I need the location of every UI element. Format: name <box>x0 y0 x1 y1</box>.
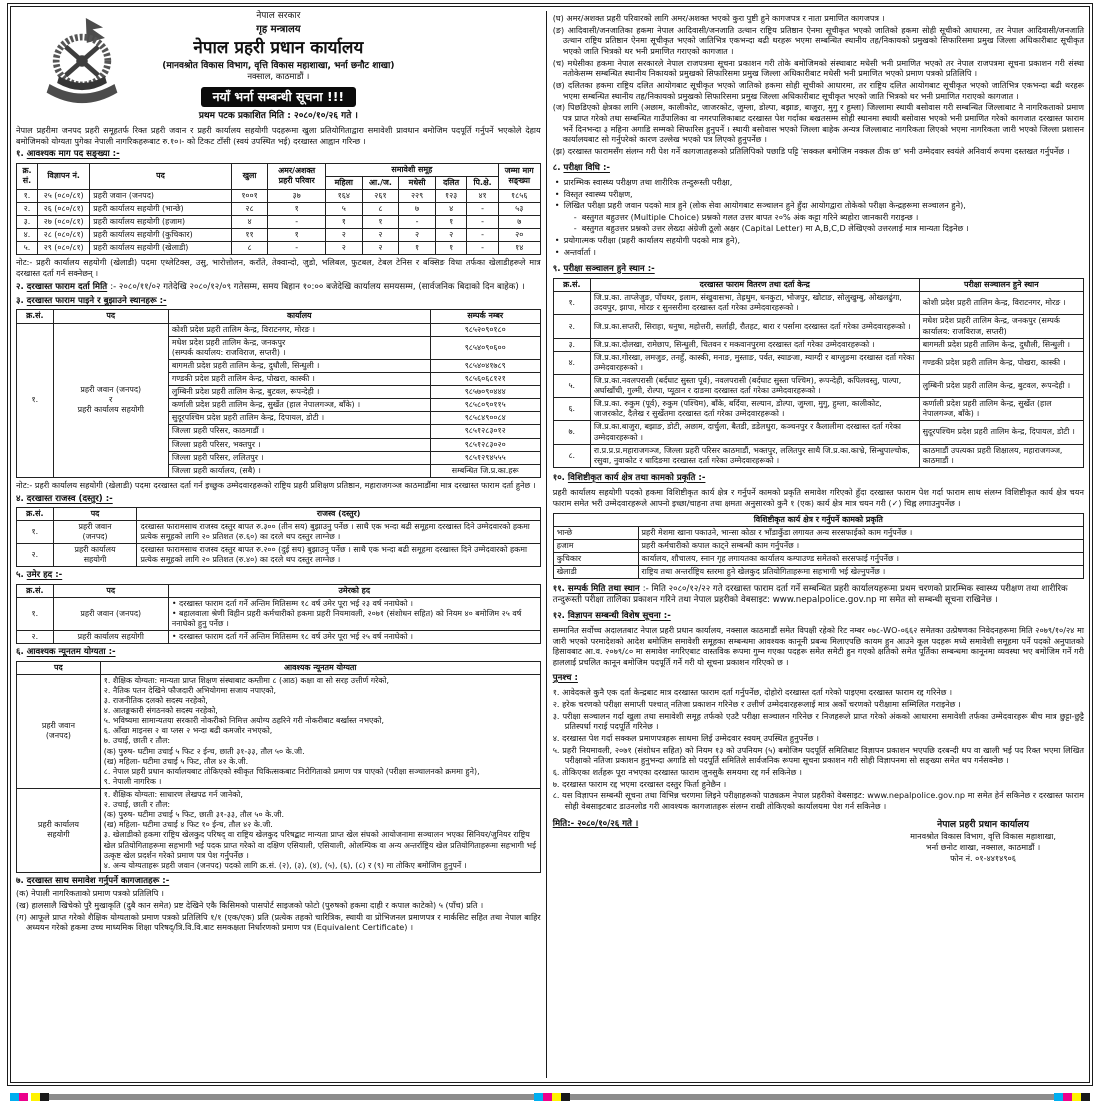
documents-list-right: (घ) अमर/अशक्त प्रहरी परिवारको लागि अमर/अशक्त भएको कुरा पुष्टी हुने कागजपत्र र नाता प्रमाणित कागजपत्र । (ङ) आदिवासी/जनजातिका हकमा नेपाल आदिवासी/जनजाति उत्थान राष्ट्रिय प्रतिष्ठान ऐनमा सूचीकृत भएको जातिको हकमा सोही सूचीको आधारमा, तर नेपाल आदिवासी/जनजाति उत्थान राष्ट्रिय प्रतिष्ठान ऐनमा सूचीकृत भएको जातिभित्र एकभन्दा बढी थरहरू भएमा सम्बन्धित स्थानीय तह/निकायको प्रमुखको सिफारिसमा प्रमुख जिल्ला अधिकारीबाट सूचीकृत भएको जाति भित्रको थर भनी प्रमाणित गराएको कागजात । (च) मधेसीका हकमा नेपाल सरकारले नेपाल राजपत्रमा सूचना प्रकाशन गरी तोके बमोजिमको संस्थाबाट मधेसी भनी प्रमाणित भएको तर नेपाल राजपत्रमा सूचना प्रकाशन गरी संस्था नतोकेसम्म सम्बन्धित स्थानीय निकायको प्रमुखको सिफारिसमा प्रमुख जिल्ला अधिकारीबाट मधेसी भनी प्रमाणित भएको प्रमाण पत्रको प्रतिलिपि । (छ) दलितका हकमा राष्ट्रिय दलित आयोगबाट सूचीकृत भएको जातिको हकमा सोही सूचीको आधारमा, तर राष्ट्रिय दलित आयोगबाट सूचीकृत भएको जातिभित्र एकभन्दा बढी थरहरू भएमा सम्बन्धित स्थानीय तह/निकायको प्रमुखको सिफारिसमा प्रमुख जिल्ला अधिकारीबाट सूचीकृत भएको जाति भित्रको थर भनी प्रमाणित गराएको कागजात । (ज) पिछडिएको क्षेत्रका लागि (अछाम, कालीकोट, जाजरकोट, जुम्ला, डोल्पा, बझाङ, बाजुरा, मुगु र हुम्ला) जिल्लामा स्थायी बसोवास गरी सम्बन्धित जिल्लाबाट नै नागरिकताको प्रमाण पत्र प्राप्त गरेको तथा सम्बन्धित गाउँपालिका वा नगरपालिकाबाट दरखास्त पेश गर्दाका बखतसम्म सोही स्थानमा स्थायी बसोवास भएको भनी प्रमाणित गरेको कागजात दरखास्त फाराम भर्ने दिनभन्दा ३ महिना अगाडि सम्मको सिफारिस हुनुपर्ने । स्थायी बसोवास भएको जिल्ला बाहेक अन्यत्र जिल्लाबाट नागरिकता लिएको भएमा नागरिकता जारी भएको जिल्ला प्रशासन कार्यालयबाट सो गर्नुपरेको कारण उल्लेख भएको पत्र लिएको हुनुपर्नेछ । (झ) दरखास्त फारामसँग संलग्न गरी पेश गर्ने कागजातहरूको प्रतिलिपिको पछाडि पट्टि 'सक्कल बमोजिम नक्कल ठीक छ' भनी उम्मेदवार स्वयंले अनिवार्य रूपमा दस्तखत गर्नुपर्नेछ । <box>552 13 1084 157</box>
signature-dept: मानवश्रोत विकास विभाग, वृत्ति विकास महाशाखा, <box>910 830 1056 841</box>
work-nature-table: विशिष्टीकृत कार्य क्षेत्र र गर्नुपर्ने कामको प्रकृति भान्छे प्रहरी मेशमा खाना पकाउने, भान्सा कोठा र भाँडाकुँडा लगायत अन्य सरसफाईको काम गर्नुपर्नेछ । हजाम प्रहरी कर्मचारीको कपाल काट्ने सम्बन्धी काम गर्नुपर्नेछ । कुचिकार कार्यालय, शौचालय, स्नान गृह लगायतका कार्यालय कम्पाउण्ड समेतको सरसफाई गर्नुपर्नेछ । खेलाडी राष्ट्रिय तथा अन्तर्राष्ट्रिय स्तरमा हुने खेलकुद प्रतियोगिताहरूमा सहभागी भई खेल्नुपर्नेछ । <box>553 513 1084 580</box>
cyan-swatch <box>10 1093 19 1101</box>
yellow-swatch <box>31 1093 40 1101</box>
demand-positions-table: क्र. सं. विज्ञापन नं. पद खुला अमर/अशक्त प्रहरी परिवार समावेशी समूह जम्मा माग सङ्ख्या महिला आ./ज. मधेसी दलित पि.क्षे. १. २५ (०८०/८१) प्रहरी जवान (जनपद) १००१ ३७ १६४ २६१ २२९ १२३ ४१ १८५६ २. २६ (०८०/८१) प्रहरी कार्यालय सहयोगी (भान्छे) २८ १ ५ ८ ७ ४ - ५३ ३. २७ (०८०/८१) प्रहरी कार्यालय सहयोगी (हजाम) ४ - १ १ - १ - ७ ४. २८ (०८०/८१) प्रहरी कार्यालय सहयोगी (कुचिकार) ११ १ २ २ २ २ - २० ५. २९ (०८०/८१) प्रहरी कार्यालय सहयोगी (खेलाडी) ८ - २ २ १ १ - १४ <box>16 163 541 256</box>
ministry-line: गृह मन्त्रालय <box>256 23 301 35</box>
postscript-list: १. आवेदकले कुनै एक दर्ता केन्द्रबाट मात्र दरखास्त फाराम दर्ता गर्नुपर्नेछ, दोहोरो दरखास्त दर्ता गरेको पाइएमा दरखास्त फाराम रद्द गरिनेछ । २. हरेक चरणको परीक्षा समाप्ती पश्चात् नतिजा प्रकाशन गरिनेछ र उत्तीर्ण उम्मेदवारहरूलाई मात्र अर्को चरणको परीक्षामा सम्मिलित गराइनेछ । ३. परीक्षा सञ्चालन गर्दा खुला तथा समावेशी समूह तर्फको एउटै परीक्षा सञ्चालन गरिनेछ र निजहरूले प्राप्त गरेको अंकको आधारमा समावेशी तर्फका उम्मेदवारहरू बीच मात्र छुट्टा-छुट्टै प्रतिस्पर्धा गराई पदपूर्ति गरिनेछ । ४. दरखास्त पेश गर्दा सक्कल प्रमाणपत्रहरू साथमा लिई उम्मेदवार स्वयम् उपस्थित हुनुपर्नेछ । ५. प्रहरी नियमावली, २०७१ (संशोधन सहित) को नियम १३ को उपनियम (५) बमोजिम पदपूर्ति समितिबाट विज्ञापन प्रकाशन भएपछि दरबन्दी थप वा खाली भई पद रिक्त भएमा लिखित परीक्षाको नतिजा प्रकाशन हुनुभन्दा अगाडि सो पदपूर्ति समितिले सार्वजनिक रूपमा सूचना प्रकाशन गरी सोही विज्ञापनमा सो सङ्ख्या समेत थप गर्नसक्नेछ । ६. तोकिएका शर्तहरू पूरा नभएका दरखास्त फाराम जुनसुकै समयमा रद्द गर्न सकिनेछ । ७. दरखास्त फाराम रद्द भएमा दरखास्त दस्तुर फिर्ता हुनेछैन । ८. यस विज्ञापन सम्बन्धी सूचना तथा विभिन्न चरणमा लिइने परीक्षाहरूको पाठ्यक्रम नेपाल प्रहरीको वेबसाइट: www.nepalpolice.gov.np मा समेत हेर्न सकिनेछ र दरखास्त फाराम सोही वेबसाइटबाट डाउनलोड गरी आवश्यक कागजातहरू संलग्न राखी तोकिएको कार्यालयमा पेश गर्न सकिनेछ । <box>552 687 1084 811</box>
section-5-heading: ५. उमेर हद :- <box>16 570 63 581</box>
publish-date: प्रथम पटक प्रकाशित मिति : २०८०/१०/२६ गते । <box>198 111 358 122</box>
section-1-heading: १. आवश्यक माग पद सङ्ख्या :- <box>16 149 120 160</box>
section-4-heading: ४. दरखास्त राजस्व (दस्तुर) :- <box>16 493 113 504</box>
gray-bar-segment <box>49 1094 534 1100</box>
fee-table: क्र.सं. पद राजस्व (दस्तुर) १. प्रहरी जवान (जनपद) दरखास्त फारामसाथ राजस्व दस्तुर बापत रु.३०० (तीन सय) बुझाउनु पर्नेछ । साथै एक भन्दा बढी समूहमा दरखास्त दिने उम्मेदवारको हकमा प्रत्येक समूहको लागि २० प्रतिशत (रु.६०) का दरले थप दस्तुर लाग्नेछ । २. प्रहरी कार्यालय सहयोगी दरखास्त फारामसाथ राजस्व दस्तुर बापत रु.२०० (दुई सय) बुझाउनु पर्नेछ । साथै एक भन्दा बढी समूहमा दरखास्त दिने उम्मेदवारको हकमा प्रत्येक समूहको लागि २० प्रतिशत (रु.४०) का दरले थप दस्तुर लाग्नेछ । <box>16 507 541 568</box>
yellow-swatch <box>1072 1093 1081 1101</box>
documents-list-left: (क) नेपाली नागरिकताको प्रमाण पत्रको प्रतिलिपि । (ख) हालसालै खिचेको पुरै मुखाकृति (दुबै कान समेत) प्रष्ट देखिने एकै किसिमको पासपोर्ट साइजको फोटो (पुरुषको हकमा दाही र कपाल काटेको) ५ (पाँच) प्रति । (ग) आफूले प्राप्त गरेको शैक्षिक योग्यताको प्रमाण पत्रको प्रतिलिपि १/१ (एक/एक) प्रति (प्रत्येक तहको चारित्रिक, स्थायी वा प्रोभिजनल प्रमाणपत्र र मार्कसिट सहित तथा नेपाल बाहिर अध्ययन गरेको हकमा उच्च माध्यमिक शिक्षा परिषद्/त्रि.वि.वि.बाट समकक्षता निर्धारणको प्रमाण पत्र (Equivalent Certificate) । <box>16 888 541 933</box>
section-12-heading: १२. विज्ञापन सम्बन्धी विशेष सूचना :- <box>552 610 671 621</box>
signature-branch: भर्ना छनोट शाखा, नक्साल, काठमाडौं । <box>925 841 1041 852</box>
left-column <box>16 11 546 1078</box>
magenta-swatch <box>1063 1093 1072 1101</box>
exam-methods-list: • प्रारम्भिक स्वास्थ्य परीक्षण तथा शारीरिक तन्दुरूस्ती परीक्षा, • विस्तृत स्वास्थ्य परीक्षण, • लिखित परीक्षा प्रहरी जवान पदको मात्र हुने (लोक सेवा आयोगबाट सञ्चालन हुने हुँदा आयोगद्वारा तोकेको परीक्षा केन्द्रहरूमा सञ्चालन हुने), - बस्तुगत बहुउत्तर (Multiple Choice) प्रश्नको गलत उत्तर बापत २०% अंक कट्टा गरिने ब्यहोरा जानकारी गराइन्छ । - बस्तुगत बहुउत्तर प्रश्नको उत्तर लेख्दा अंग्रेजी ठूलो अक्षर (Capital Letter) मा A,B,C,D लेखिएको उत्तरलाई मात्र मान्यता दिइनेछ । • प्रयोगात्मक परीक्षा (प्रहरी कार्यालय सहयोगी पदको मात्र हुने), • अन्तर्वार्ता । <box>553 176 1084 259</box>
footer-row <box>553 819 1084 864</box>
intro-paragraph: नेपाल प्रहरीमा जनपद प्रहरी समूहतर्फ रिक्त प्रहरी जवान र प्रहरी कार्यालय सहयोगी पदहरूमा खुला प्रतियोगिताद्वारा समावेशी प्रावधान बमोजिम पदपूर्ति गर्नुपर्ने भएकोले देहाय बमोजिमको योग्यता पुगेका नेपाली नागरिकहरूबाट रु.१०।- को टिकट टाँसी (स्वयं उपस्थित भई) दरखास्त आह्वान गरिन्छ । <box>16 124 541 146</box>
postscript-heading: पुनश्च : <box>552 672 578 683</box>
nepal-police-emblem-icon <box>34 17 130 105</box>
yellow-swatch <box>552 1093 561 1101</box>
section-8-heading: ८. परीक्षा विधि :- <box>552 162 610 173</box>
section-7-heading: ७. दरखास्त साथ समावेश गर्नुपर्ने कागजातहरू :- <box>16 875 170 886</box>
section-3-heading: ३. दरखास्त फाराम पाइने र बुझाउने स्थानहरू :- <box>16 296 167 307</box>
right-column <box>546 11 1084 1078</box>
section-6-heading: ६. आवश्यक न्यूनतम योग्यता :- <box>16 647 116 658</box>
document-header <box>16 11 541 109</box>
note-after-places: नोट:- प्रहरी कार्यालय सहयोगी (खेलाडी) पदमा दरखास्त दर्ता गर्न इच्छुक उम्मेदवारहरूको राष्ट्रिय प्रहरी प्रशिक्षण प्रतिष्ठान, महाराजगञ्ज काठमाडौंमा मात्र दरखास्त फाराम दर्ता हुनेछ । <box>16 479 536 490</box>
signature-office: नेपाल प्रहरी प्रधान कार्यालय <box>937 818 1029 830</box>
cyan-swatch <box>534 1093 543 1101</box>
section-10-body: प्रहरी कार्यालय सहयोगी पदको हकमा विशिष्टीकृत कार्य क्षेत्र र गर्नुपर्ने कामको प्रकृति समावेश गरिएको हुँदा दरखास्त फाराम पेश गर्दा फाराम साथ संलग्न विशिष्टीकृत कार्य क्षेत्र चयन फाराम समेत भरी उम्मेदवारहरूले आफ्नो इच्छा/चाहना तथा क्षमता अनुसारको कुनै १ (एक) कार्य क्षेत्र मात्र चयन गरी (✓) चिह्न लगाउनुपर्नेछ । <box>552 487 1084 508</box>
black-swatch <box>40 1093 49 1101</box>
notice-badge: नयाँ भर्ना सम्बन्धी सूचना !!! <box>201 87 357 108</box>
form-distribution-table: क्र.सं. पद कार्यालय सम्पर्क नम्बर १. प्रहरी जवान (जनपद) र प्रहरी कार्यालय सहयोगी कोशी प्रदेश प्रहरी तालिम केन्द्र, विराटनगर, मोरङ । ९८५२०९०१८० मधेश प्रदेश प्रहरी तालिम केन्द्र, जनकपुर (सम्पर्क कार्यालय: राजविराज, सप्तरी) । ९८५४०९०६०० बागमती प्रदेश प्रहरी तालिम केन्द्र, दुधौली, सिन्धुली । ९८५४०४१७८९ गण्डकी प्रदेश प्रहरी तालिम केन्द्र, पोखरा, कास्की । ९८५६०६८१२१ लुम्बिनी प्रदेश प्रहरी तालिम केन्द्र, बुटवल, रूपन्देही । ९८५७०९०४४४ कर्णाली प्रदेश प्रहरी तालिम केन्द्र, सुर्खेत (हाल नेपालगञ्ज, बाँके) । ९८५८०९०११५ सुदूरपश्चिम प्रदेश प्रहरी तालिम केन्द्र, दिपायल, डोटी । ९८५८४९००८४ जिल्ला प्रहरी परिसर, काठमाडौं । ९८५१२८३०१२ जिल्ला प्रहरी परिसर, भक्तपुर । ९८५१२८३०२० जिल्ला प्रहरी परिसर, ललितपुर । ९८५१२९४५५५ जिल्ला प्रहरी कार्यालय, (सबै) । सम्बन्धित जि.प्र.का.हरू <box>16 309 541 477</box>
magenta-swatch <box>543 1093 552 1101</box>
signature-phone: फोन नं. ०१-४४१४९०६ <box>950 852 1016 863</box>
section-12-body: सम्मानित सर्वोच्च अदालतबाट नेपाल प्रहरी प्रधान कार्यालय, नक्साल काठमाडौं समेत विपक्षी रहेको रिट नम्बर ०७८-WO-०६६२ समेतका उत्प्रेषणका निवेदनहरूमा मिति २०७९/१०/२४ मा जारी भएको परमादेशको आदेश बमोजिम समावेशी समूहका सम्बन्धमा आवश्यक कानूनी प्रबन्ध मिलाएपछि कायम हुन आउने कूल पदहरू मध्ये समावेशी समूहमा पर्ने पदको अनुपातको हिसावबाट आ.व. २०७९/८० मा समावेश नगरिएबाट वास्तविक रूपमा गुम्न गएका पदहरू समेत समेटी हुन गएको क्षतिको समेत पूर्तिका सम्बन्धमा कानूनमा व्यवस्था भए बमोजिम गर्ने गरी हाललाई प्रचलित कानून बमोजिम पदपूर्ति गर्ने गरी यो सूचना प्रकाशन गरिएको छ । <box>552 625 1084 668</box>
government-line: नेपाल सरकार <box>256 11 301 21</box>
notice-date: मिति:- २०८०/१०/२६ गते । <box>552 818 639 829</box>
magenta-swatch <box>19 1093 28 1101</box>
section-9-heading: ९. परीक्षा सञ्चालन हुने स्थान :- <box>552 263 655 274</box>
section-10-heading: १०. विशिष्टीकृत कार्य क्षेत्र तथा कामको प्रकृति :- <box>552 472 706 483</box>
address-line: नक्साल, काठमाडौं । <box>247 72 310 83</box>
document-border-frame <box>10 6 1090 1083</box>
section-11-heading: ११. सम्पर्क मिति तथा स्थान :- मिति २०८०/१२/२२ गते दरखास्त फाराम दर्ता गर्ने सम्बन्धित प्रहरी कार्यालयहरूमा प्रथम चरणको प्रारम्भिक स्वास्थ्य परीक्षण तथा शारीरिक तन्दुरूस्ती परीक्षा तालिका प्रकाशन गरिने तथा नेपाल प्रहरीको वेबसाइट: www.nepalpolice.gov.np मा समेत सो सम्बन्धी सूचना राखिनेछ । <box>552 584 1068 606</box>
black-swatch <box>1081 1093 1090 1101</box>
section-2-heading: २. दरखास्त फाराम दर्ता मिति :- २०८०/११/०२ गतेदेखि २०८०/१२/०९ गतेसम्म, समय बिहान १०:०० बजेदेखि कार्यालय समयसम्म, (सार्वजनिक बिदाको दिन बाहेक) । <box>16 281 525 292</box>
print-registration-bar <box>10 1093 1090 1101</box>
department-line: (मानवश्रोत विकास विभाग, वृत्ति विकास महाशाखा, भर्ना छनौट शाखा) <box>162 60 395 71</box>
qualification-table: पद आवश्यक न्यूनतम योग्यता प्रहरी जवान (जनपद) १. शैक्षिक योग्यता: मान्यता प्राप्त शिक्षण संस्थाबाट कम्तीमा ८ (आठ) कक्षा वा सो सरह उत्तीर्ण गरेको, २. नैतिक पतन देखिने फौजदारी अभियोगमा सजाय नपाएको, ३. राजनीतिक दलको सदस्य नरहेको, ४. आतङ्ककारी संगठनको सदस्य नरहेको, ५. भविष्यमा सामान्यतया सरकारी नोकरीको निमित्त अयोग्य ठहरिने गरी नोकरीबाट बर्खास्त नभएको, ६. आँखा माइनस २ वा प्लस २ भन्दा बढी कमजोर नभएको, ७. उचाई, छाती र तौल: (क) पुरुष- घटीमा उचाई ५ फिट २ ईन्च, छाती ३१-३३, तौल ५० के.जी. (ख) महिला- घटीमा उचाई ५ फिट, तौल ४२ के.जी. ८. नेपाल प्रहरी प्रधान कार्यालयबाट तोकिएको स्वीकृत चिकित्सकबाट निरोगिताको प्रमाण पत्र पाएको (परीक्षा सञ्चालनको क्रममा हुने), ९. नेपाली नागरिक । प्रहरी कार्यालय सहयोगी १. शैक्षिक योग्यता: साधारण लेखपढ गर्न जानेको, २. उचाई, छाती र तौल: (क) पुरुष- घटीमा उचाई ५ फिट, छाती ३१-३३, तौल ५० के.जी. (ख) महिला- घटीमा उचाई ४ फिट १० ईन्च, तौल ४२ के.जी. ३. खेलाडीको हकमा राष्ट्रिय खेलकुद परिषद् वा राष्ट्रिय खेलकुद परिषद्बाट मान्यता प्राप्त खेल संघको आयोजनामा सञ्चालन भएका सिनियर/जुनियर राष्ट्रिय खेल प्रतियोगिताहरूमा सहभागी भई पदक प्राप्त गरेको वा दक्षिण एसियाली, एसियाली, ओलम्पिक वा अन्य अन्तर्राष्ट्रिय खेल प्रतियोगिताहरूमा सहभागी भई उत्कृष्ट खेल प्रदर्शन गरेको प्रमाण पत्र पेश गर्नुपर्नेछ । ४. अन्य योग्यताहरू प्रहरी जवान (जनपद) पदको लागि क्र.सं. (२), (३), (४), (५), (६), (८) र (९) मा तोकिए बमोजिम हुनुपर्ने । <box>16 661 541 873</box>
office-title: नेपाल प्रहरी प्रधान कार्यालय <box>193 38 364 59</box>
gray-bar-segment <box>570 1094 1055 1100</box>
exam-centers-table: क्र.सं. दरखास्त फाराम वितरण तथा दर्ता केन्द्र परीक्षा सञ्चालन हुने स्थान १. जि.प्र.का. ताप्लेजुङ, पाँचथर, इलाम, संखुवासभा, तेह्रथुम, धनकुटा, भोजपुर, खोटाङ, सोलुखुम्बु, ओखलढुंगा, उदयपुर, झापा, मोरङ र सुनसरीमा दरखास्त दर्ता गरेका उम्मेदवारहरूको । कोशी प्रदेश प्रहरी तालिम केन्द्र, विराटनगर, मोरङ । २. जि.प्र.का.सप्तरी, सिराहा, धनुषा, महोत्तरी, सर्लाही, रौतहट, बारा र पर्सामा दरखास्त दर्ता गरेका उम्मेदवारहरूको । मधेश प्रदेश प्रहरी तालिम केन्द्र, जनकपुर (सम्पर्क कार्यालय: राजविराज, सप्तरी) ३. जि.प्र.का.दोलखा, रामेछाप, सिन्धुली, चितवन र मकवानपुरमा दरखास्त दर्ता गरेका उम्मेदवारहरूको । बागमती प्रदेश प्रहरी तालिम केन्द्र, दुधौली, सिन्धुली । ४. जि.प्र.का.गोरखा, लमजुङ, तनहुँ, कास्की, मनाङ, मुस्ताङ, पर्वत, स्याङजा, म्याग्दी र बाग्लुङमा दरखास्त दर्ता गरेका उम्मेदवारहरूको । गण्डकी प्रदेश प्रहरी तालिम केन्द्र, पोखरा, कास्की । ५. जि.प्र.का.नवलपरासी (बर्दघाट सुस्ता पूर्व), नवलपरासी (बर्दघाट सुस्ता पश्चिम), रूपन्देही, कपिलवस्तु, पाल्पा, अर्घाखाँची, गुल्मी, रोल्पा, प्यूठान र दाङमा दरखास्त दर्ता गरेका उम्मेदवारहरूको । लुम्बिनी प्रदेश प्रहरी तालिम केन्द्र, बुटवल, रूपन्देही । ६. जि.प्र.का. रुकुम (पूर्व), रुकुम (पश्चिम), बाँके, बर्दिया, सल्यान, डोल्पा, जुम्ला, मुगु, हुम्ला, कालीकोट, जाजरकोट, दैलेख र सुर्खेतमा दरखास्त दर्ता गरेका उम्मेदवारहरूको । कर्णाली प्रदेश प्रहरी तालिम केन्द्र, सुर्खेत (हाल नेपालगञ्ज, बाँके) । ७. जि.प्र.का.बाजुरा, बझाङ, डोटी, अछाम, दार्चुला, बैतडी, डडेलधुरा, कञ्चनपुर र कैलालीमा दरखास्त दर्ता गरेका उम्मेदवारहरूको । सुदूरपश्चिम प्रदेश प्रहरी तालिम केन्द्र, दिपायल, डोटी । ८. रा.प्र.प्र.प्र.महाराजगञ्ज, जिल्ला प्रहरी परिसर काठमाडौं, भक्तपुर, ललितपुर साथै जि.प्र.का.काभ्रे, सिन्धुपाल्चोक, रसुवा, नुवाकोट र धादिङमा दरखास्त दर्ता गरेका उम्मेदवारहरूको । काठमाडौं उपत्यका प्रहरी शिक्षालय, महाराजगञ्ज, काठमाडौं । <box>553 278 1084 468</box>
signature-block <box>910 819 1084 864</box>
note-after-demand: नोट:- प्रहरी कार्यालय सहयोगी (खेलाडी) पदमा एथ्लेटिक्स, उसु, भारोत्तोलन, कराँते, तेक्वान्दो, जुडो, भलिबल, फुटबल, टेबल टेनिस र बक्सिङ विधा तर्फका खेलाडीहरूले मात्र दरखास्त दर्ता गर्न सक्नेछन् । <box>16 257 541 279</box>
black-swatch <box>561 1093 570 1101</box>
age-limit-table: क्र.सं. पद उमेरको हद १. प्रहरी जवान (जनपद) • दरखास्त फाराम दर्ता गर्ने अन्तिम मितिसम्म १८ वर्ष उमेर पूरा भई २३ वर्ष ननाघेको । • बहालवाला श्रेणी विहीन प्रहरी कर्मचारीको हकमा प्रहरी नियमावली, २०७१ (संशोधन सहित) को नियम ४० बमोजिम २५ वर्ष ननाघेको हुनु पर्नेछ । २. प्रहरी कार्यालय सहयोगी • दरखास्त फाराम दर्ता गर्ने अन्तिम मितिसम्म १८ वर्ष उमेर पूरा भई २५ वर्ष ननाघेको । <box>16 584 541 645</box>
cyan-swatch <box>1054 1093 1063 1101</box>
